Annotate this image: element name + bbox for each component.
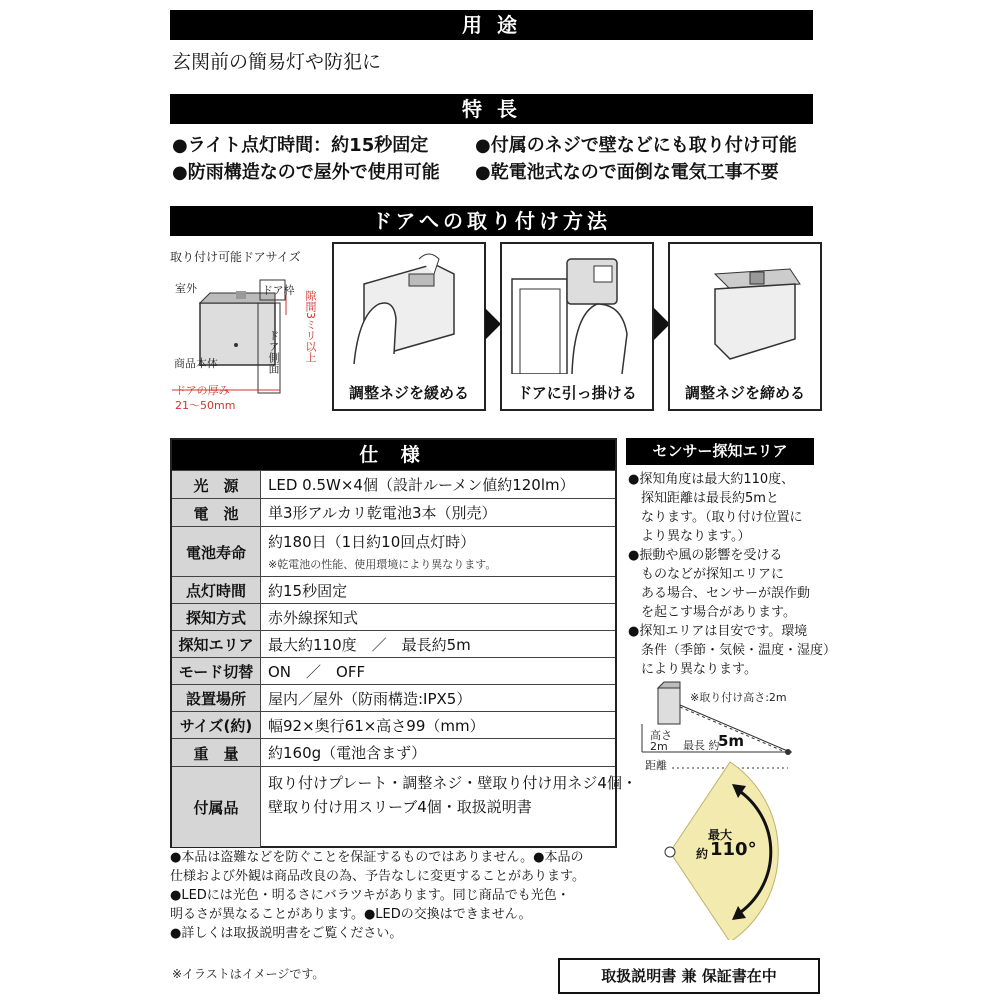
door-thickness-range: 21～50mm: [175, 399, 236, 412]
sensor-text-line: より異なります。）: [628, 529, 751, 544]
spec-row: [172, 576, 615, 604]
sensor-text-line: 探知距離は最長約5mと: [628, 491, 779, 506]
sensor-text-line: なります。（取り付け位置に: [628, 510, 803, 525]
step-caption: ドアに引っ掛ける: [517, 384, 637, 402]
features-header: 特 長: [170, 94, 813, 124]
usage-text: 玄関前の簡易灯や防犯に: [172, 51, 382, 73]
sensor-text-line: により異なります。: [628, 662, 757, 677]
sensor-text-line: を起こす場合があります。: [628, 605, 796, 620]
step-caption: 調整ネジを緩める: [348, 384, 469, 402]
spec-key: 電池寿命: [172, 527, 261, 577]
body-label: 商品本体: [174, 357, 218, 370]
sensor-area-diagram: [630, 680, 815, 940]
spec-row: [172, 711, 615, 739]
door-side-label: ドア側面: [267, 330, 280, 374]
spec-header: 仕 様: [172, 440, 615, 470]
spec-row: [172, 526, 615, 577]
angle-prefix: 約: [696, 847, 709, 861]
spec-value: 屋内／屋外（防雨構造:IPX5）: [268, 690, 472, 708]
mount-step-1: [332, 242, 486, 411]
usage-header: 用 途: [170, 10, 813, 40]
angle-value: 110°: [710, 839, 757, 860]
spec-key: 付属品: [172, 767, 261, 847]
spec-row: [172, 630, 615, 658]
spec-value: 取り付けプレート・調整ネジ・壁取り付け用ネジ4個・: [268, 774, 637, 792]
max-length-value: 5m: [718, 732, 745, 750]
sensor-text-line: ●探知角度は最大約110度、: [628, 472, 795, 487]
spec-row: [172, 766, 637, 847]
sensor-text-line: ある場合、センサーが誤作動: [628, 586, 811, 601]
sensor-header: センサー探知エリア: [626, 438, 814, 465]
spec-key: 電 池: [172, 499, 261, 527]
mounting-header: ドアへの取り付け方法: [170, 206, 813, 236]
sensor-text-line: ものなどが探知エリアに: [628, 567, 785, 582]
step-caption: 調整ネジを締める: [684, 384, 805, 402]
sensor-text-line: ●振動や風の影響を受ける: [628, 548, 783, 563]
spec-key: モード切替: [172, 658, 261, 685]
spec-value: 約160g（電池含まず）: [268, 744, 427, 762]
mount-height-note: ※取り付け高さ:2m: [690, 691, 787, 704]
spec-value: 単3形アルカリ乾電池3本（別売）: [268, 504, 497, 522]
door-size-title: 取り付け可能ドアサイズ: [170, 250, 301, 264]
note-line: 仕様および外観は商品改良の為、予告なしに変更することがあります。: [170, 869, 585, 884]
spec-table: [170, 438, 637, 848]
spec-row: [172, 470, 615, 499]
distance-label: 距離: [645, 759, 667, 772]
spec-value: ON ／ OFF: [268, 663, 366, 681]
spec-row: [172, 684, 615, 712]
spec-key: サイズ(約): [172, 712, 261, 739]
feature-item: ●ライト点灯時間：約15秒固定: [172, 135, 429, 156]
note-line: ●詳しくは取扱説明書をご覧ください。: [170, 926, 403, 941]
mount-step-3: [668, 242, 822, 411]
hang-on-door-illustration: [502, 244, 652, 374]
loosen-screw-illustration: [334, 244, 484, 374]
angle-label: 最大: [708, 828, 733, 842]
outdoor-label: 室外: [175, 282, 197, 295]
spec-key: 設置場所: [172, 685, 261, 712]
spec-value: 約15秒固定: [268, 582, 348, 600]
spec-key: 点灯時間: [172, 577, 261, 604]
feature-item: ●乾電池式なので面倒な電気工事不要: [475, 162, 779, 183]
feature-item: ●防雨構造なので屋外で使用可能: [172, 162, 440, 183]
arrow-right-icon: [485, 308, 501, 340]
spec-key: 重 量: [172, 739, 261, 767]
mount-step-2: [500, 242, 654, 411]
spec-key: 探知方式: [172, 604, 261, 631]
spec-value-line2: 壁取り付け用スリーブ4個・取扱説明書: [268, 798, 532, 816]
spec-row: [172, 498, 615, 527]
sensor-text-line: 条件（季節・気候・温度・湿度）: [628, 643, 837, 658]
max-length-label: 最長 約: [683, 739, 720, 752]
height-label: 高さ: [650, 729, 672, 742]
tighten-screw-illustration: [670, 244, 820, 374]
spec-value: 約180日（1日約10回点灯時）: [268, 533, 476, 551]
manual-enclosed-box: 取扱説明書 兼 保証書在中: [558, 958, 820, 994]
note-line: ●本品は盗難などを防ぐことを保証するものではありません。●本品の: [170, 850, 584, 865]
spec-row: [172, 738, 615, 767]
note-line: 明るさが異なることがあります。●LEDの交換はできません。: [170, 907, 532, 922]
door-thickness-label: ドアの厚み: [175, 384, 230, 397]
height-value: 2m: [650, 740, 668, 753]
spec-value: LED 0.5W×4個（設計ルーメン値約120lm）: [268, 476, 575, 494]
feature-item: ●付属のネジで壁などにも取り付け可能: [475, 135, 797, 156]
note-line: ●LEDには光色・明るさにバラツキがあります。同じ商品でも光色・: [170, 888, 570, 903]
spec-row: [172, 657, 615, 685]
sensor-text-line: ●探知エリアは目安です。環境: [628, 624, 808, 639]
spec-key: 探知エリア: [172, 631, 261, 658]
door-frame-label: ドア枠: [262, 284, 295, 297]
spec-value: 幅92×奥行61×高さ99（mm）: [268, 717, 485, 735]
spec-value: 赤外線探知式: [268, 609, 359, 627]
spec-row: [172, 603, 615, 631]
spec-value: 最大約110度 ／ 最長約5m: [268, 636, 471, 654]
spec-note: ※乾電池の性能、使用環境により異なります。: [268, 558, 497, 571]
illustration-note: ※イラストはイメージです。: [172, 967, 325, 981]
gap-label: 隙間3ミリ以上: [304, 290, 317, 363]
spec-key: 光 源: [172, 471, 261, 499]
